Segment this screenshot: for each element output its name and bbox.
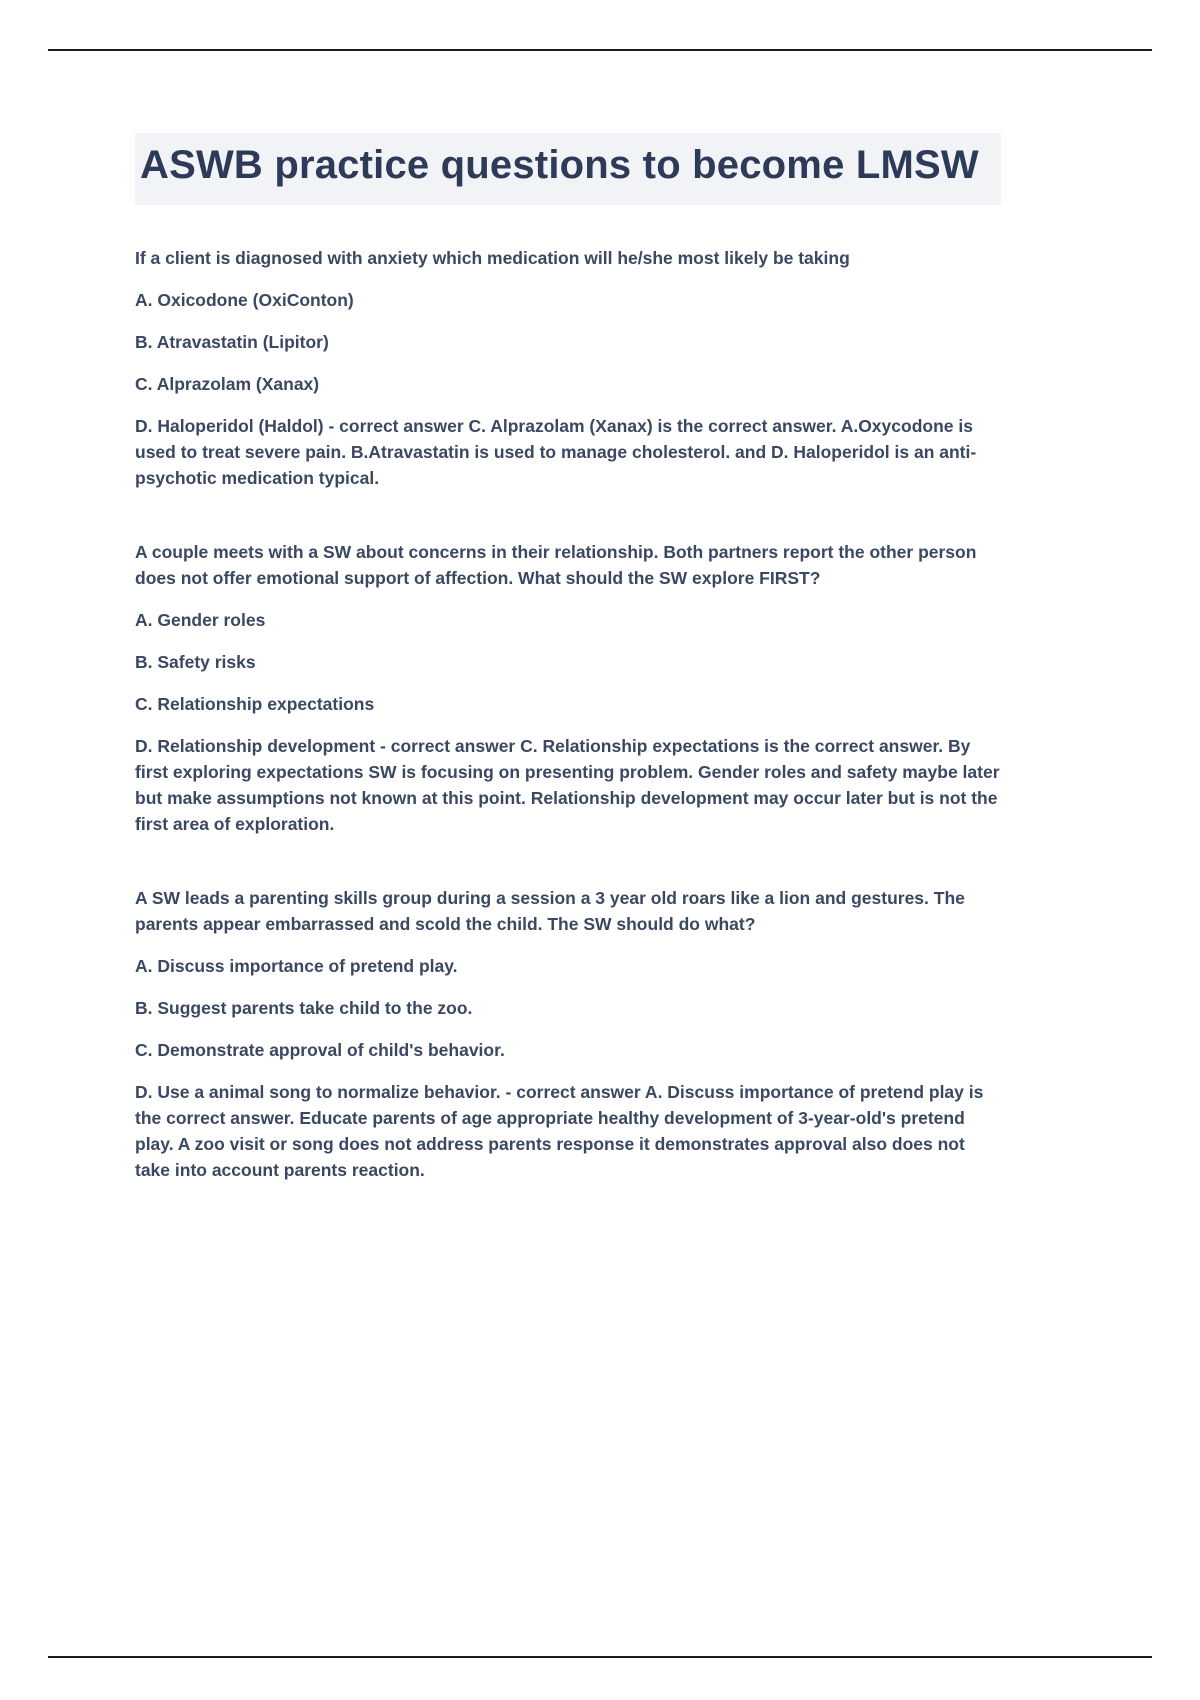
question-block bbox=[135, 885, 1001, 1183]
questions bbox=[135, 245, 1001, 1183]
answer-option: C. Demonstrate approval of child's behavior. bbox=[135, 1040, 505, 1060]
answer-option: C. Relationship expectations bbox=[135, 694, 375, 714]
question-options bbox=[135, 607, 1001, 837]
question-prompt: A couple meets with a SW about concerns in their relationship. Both partners report the other person does not offer emotional support of affection. What should the SW explore FIRST? bbox=[135, 542, 977, 588]
answer-option: B. Safety risks bbox=[135, 652, 256, 672]
answer-option: B. Atravastatin (Lipitor) bbox=[135, 332, 329, 352]
answer-option: B. Suggest parents take child to the zoo. bbox=[135, 998, 473, 1018]
question-options bbox=[135, 287, 1001, 491]
answer-option: A. Gender roles bbox=[135, 610, 266, 630]
page-content bbox=[135, 133, 1001, 1231]
top-rule bbox=[48, 49, 1152, 51]
question-options bbox=[135, 953, 1001, 1183]
question-block bbox=[135, 245, 1001, 491]
page-title: ASWB practice questions to become LMSW bbox=[140, 143, 979, 187]
title-highlight bbox=[135, 133, 1001, 205]
answer-option: C. Alprazolam (Xanax) bbox=[135, 374, 320, 394]
answer-option: A. Oxicodone (OxiConton) bbox=[135, 290, 354, 310]
question-block bbox=[135, 539, 1001, 837]
answer-option: D. Relationship development - correct answer C. Relationship expectations is the correct answer. By first exploring expectations SW is focusing on presenting problem. Gender roles and safety maybe later but make assumptions not known at this point. Relationship development may occur later but is not the first area of exploration. bbox=[135, 736, 1000, 834]
answer-option: D. Use a animal song to normalize behavior. - correct answer A. Discuss importance of pretend play is the correct answer. Educate parents of age appropriate healthy development of 3-year-old's pretend play. A zoo visit or song does not address parents response it demonstrates approval also does not take into account parents reaction. bbox=[135, 1082, 984, 1180]
answer-option: A. Discuss importance of pretend play. bbox=[135, 956, 458, 976]
bottom-rule bbox=[48, 1656, 1152, 1658]
question-prompt: A SW leads a parenting skills group during a session a 3 year old roars like a lion and gestures. The parents appear embarrassed and scold the child. The SW should do what? bbox=[135, 888, 965, 934]
question-prompt: If a client is diagnosed with anxiety which medication will he/she most likely be taking bbox=[135, 248, 850, 268]
answer-option: D. Haloperidol (Haldol) - correct answer C. Alprazolam (Xanax) is the correct answer. A.Oxycodone is used to treat severe pain. B.Atravastatin is used to manage cholesterol. and D. Haloperidol is an anti-psychotic medication typical. bbox=[135, 416, 977, 488]
